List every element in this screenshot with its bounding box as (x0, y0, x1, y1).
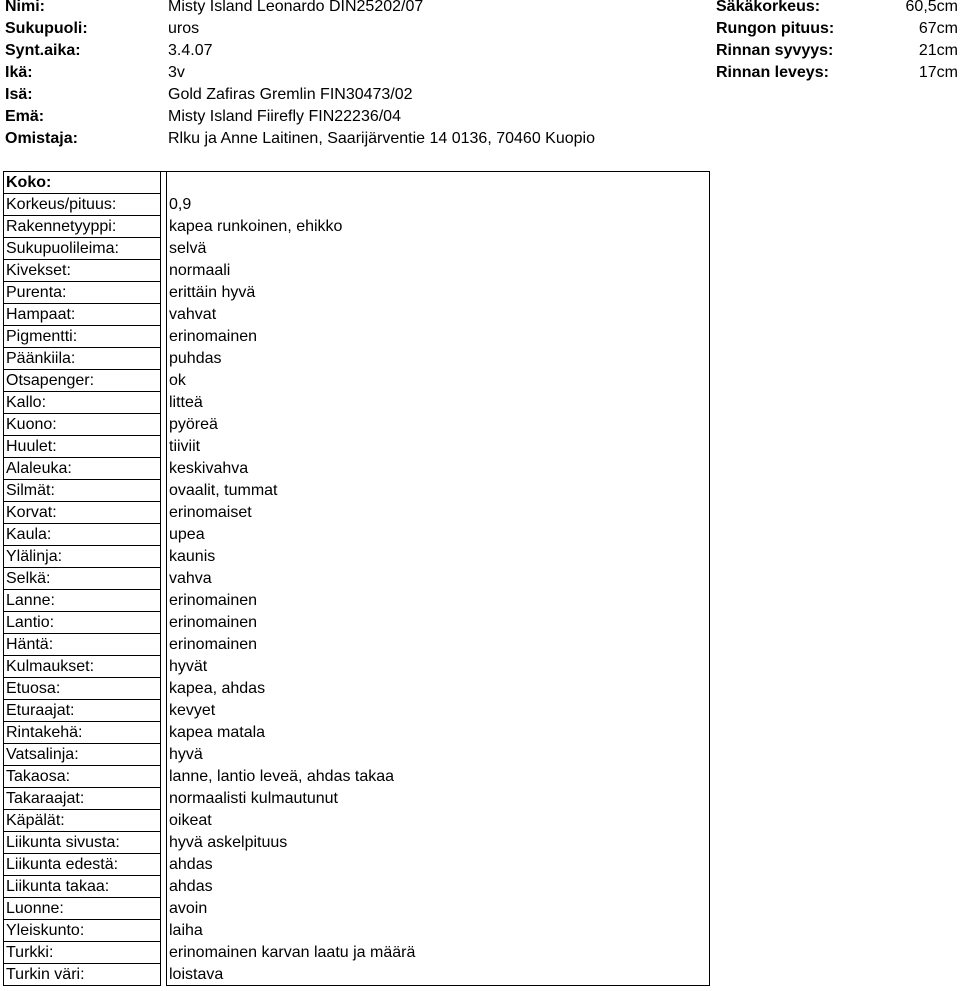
row-value: erinomainen (166, 326, 710, 348)
header-value: Gold Zafiras Gremlin FIN30473/02 (168, 86, 413, 103)
row-value: ok (166, 370, 710, 392)
row-label: Liikunta sivusta: (3, 832, 161, 854)
table-row (3, 656, 710, 678)
row-value: 0,9 (166, 194, 710, 216)
measure-value: 21cm (918, 42, 958, 59)
row-value: normaali (166, 260, 710, 282)
table-row (3, 810, 710, 832)
row-label: Liikunta edestä: (3, 854, 161, 876)
table-row (3, 634, 710, 656)
row-value: kapea runkoinen, ehikko (166, 216, 710, 238)
table-row (3, 458, 710, 480)
measure-value: 67cm (918, 20, 958, 37)
row-value: pyöreä (166, 414, 710, 436)
header-label: Nimi: (5, 0, 45, 15)
row-value: loistava (166, 964, 710, 986)
header-label: Sukupuoli: (5, 20, 88, 37)
table-row (3, 964, 710, 986)
row-label: Turkki: (3, 942, 161, 964)
row-value: upea (166, 524, 710, 546)
header-row-birthdate (0, 40, 960, 62)
row-label: Korkeus/pituus: (3, 194, 161, 216)
table-row (3, 304, 710, 326)
row-value: hyvä (166, 744, 710, 766)
row-value: hyvät (166, 656, 710, 678)
table-row (3, 722, 710, 744)
row-value: kapea matala (166, 722, 710, 744)
table-row (3, 876, 710, 898)
table-row (3, 326, 710, 348)
row-value: erinomainen (166, 634, 710, 656)
header-value: 3v (168, 64, 185, 81)
table-row (3, 920, 710, 942)
row-label: Kallo: (3, 392, 161, 414)
row-value: kaunis (166, 546, 710, 568)
row-label: Koko: (3, 172, 161, 194)
table-row (3, 238, 710, 260)
header-label: Omistaja: (5, 130, 78, 147)
table-row (3, 788, 710, 810)
row-label: Otsapenger: (3, 370, 161, 392)
row-label: Luonne: (3, 898, 161, 920)
header-row-name (0, 0, 960, 18)
row-label: Sukupuolileima: (3, 238, 161, 260)
row-label: Lantio: (3, 612, 161, 634)
table-row (3, 568, 710, 590)
measure-label: Rungon pituus: (716, 20, 835, 37)
table-row (3, 766, 710, 788)
table-row (3, 744, 710, 766)
header-row-sex (0, 18, 960, 40)
row-label: Kuono: (3, 414, 161, 436)
header-label: Synt.aika: (5, 42, 81, 59)
row-label: Liikunta takaa: (3, 876, 161, 898)
row-label: Selkä: (3, 568, 161, 590)
table-row (3, 612, 710, 634)
row-value: selvä (166, 238, 710, 260)
table-row (3, 216, 710, 238)
row-label: Hampaat: (3, 304, 161, 326)
header-row-dam (0, 106, 960, 128)
row-label: Korvat: (3, 502, 161, 524)
measure-value: 60,5cm (905, 0, 958, 15)
row-value: erinomaiset (166, 502, 710, 524)
row-value: erinomainen (166, 590, 710, 612)
table-row (3, 348, 710, 370)
row-label: Purenta: (3, 282, 161, 304)
table-row (3, 590, 710, 612)
header-row-sire (0, 84, 960, 106)
row-value: ahdas (166, 876, 710, 898)
row-value: keskivahva (166, 458, 710, 480)
row-label: Etuosa: (3, 678, 161, 700)
row-label: Takaosa: (3, 766, 161, 788)
table-row (3, 700, 710, 722)
row-value: lanne, lantio leveä, ahdas takaa (166, 766, 710, 788)
row-value: erinomainen (166, 612, 710, 634)
header-label: Isä: (5, 86, 33, 103)
table-row (3, 172, 710, 194)
row-label: Turkin väri: (3, 964, 161, 986)
table-row (3, 282, 710, 304)
table-row (3, 832, 710, 854)
row-label: Takaraajat: (3, 788, 161, 810)
row-label: Päänkiila: (3, 348, 161, 370)
row-value: ovaalit, tummat (166, 480, 710, 502)
row-label: Vatsalinja: (3, 744, 161, 766)
row-label: Lanne: (3, 590, 161, 612)
row-value: normaalisti kulmautunut (166, 788, 710, 810)
row-value: oikeat (166, 810, 710, 832)
row-value: kevyet (166, 700, 710, 722)
header-value: Misty Island Leonardo DIN25202/07 (168, 0, 424, 15)
table-row (3, 260, 710, 282)
row-label: Käpälät: (3, 810, 161, 832)
row-label: Rintakehä: (3, 722, 161, 744)
table-row (3, 898, 710, 920)
row-label: Pigmentti: (3, 326, 161, 348)
measure-label: Rinnan leveys: (716, 64, 829, 81)
table-row (3, 392, 710, 414)
header-value: Rlku ja Anne Laitinen, Saarijärventie 14 0136, 70460 Kuopio (168, 130, 595, 147)
row-value: ahdas (166, 854, 710, 876)
table-row (3, 194, 710, 216)
row-value: vahvat (166, 304, 710, 326)
row-label: Ylälinja: (3, 546, 161, 568)
table-row (3, 502, 710, 524)
table-row (3, 524, 710, 546)
header-value: Misty Island Fiirefly FIN22236/04 (168, 108, 401, 125)
table-row (3, 436, 710, 458)
row-label: Kivekset: (3, 260, 161, 282)
table-row (3, 854, 710, 876)
measure-value: 17cm (918, 64, 958, 81)
row-value: tiiviit (166, 436, 710, 458)
row-value: avoin (166, 898, 710, 920)
table-row (3, 480, 710, 502)
table-row (3, 414, 710, 436)
row-value: erinomainen karvan laatu ja määrä (166, 942, 710, 964)
row-value: laiha (166, 920, 710, 942)
row-label: Eturaajat: (3, 700, 161, 722)
row-value: hyvä askelpituus (166, 832, 710, 854)
header-row-owner (0, 128, 960, 150)
header-label: Emä: (5, 108, 45, 125)
measure-label: Rinnan syvyys: (716, 42, 834, 59)
row-label: Häntä: (3, 634, 161, 656)
row-value: erittäin hyvä (166, 282, 710, 304)
row-value: kapea, ahdas (166, 678, 710, 700)
row-label: Kaula: (3, 524, 161, 546)
table-row (3, 546, 710, 568)
row-label: Huulet: (3, 436, 161, 458)
row-label: Rakennetyyppi: (3, 216, 161, 238)
row-value: vahva (166, 568, 710, 590)
row-label: Silmät: (3, 480, 161, 502)
header-row-age (0, 62, 960, 84)
header-value: 3.4.07 (168, 42, 213, 59)
row-value: puhdas (166, 348, 710, 370)
row-label: Kulmaukset: (3, 656, 161, 678)
table-row (3, 942, 710, 964)
table-row (3, 678, 710, 700)
table-row (3, 370, 710, 392)
measure-label: Säkäkorkeus: (716, 0, 821, 15)
row-value: litteä (166, 392, 710, 414)
header-value: uros (168, 20, 200, 37)
header-label: Ikä: (5, 64, 33, 81)
row-label: Yleiskunto: (3, 920, 161, 942)
evaluation-table (3, 171, 710, 986)
row-label: Alaleuka: (3, 458, 161, 480)
row-value (166, 172, 710, 194)
